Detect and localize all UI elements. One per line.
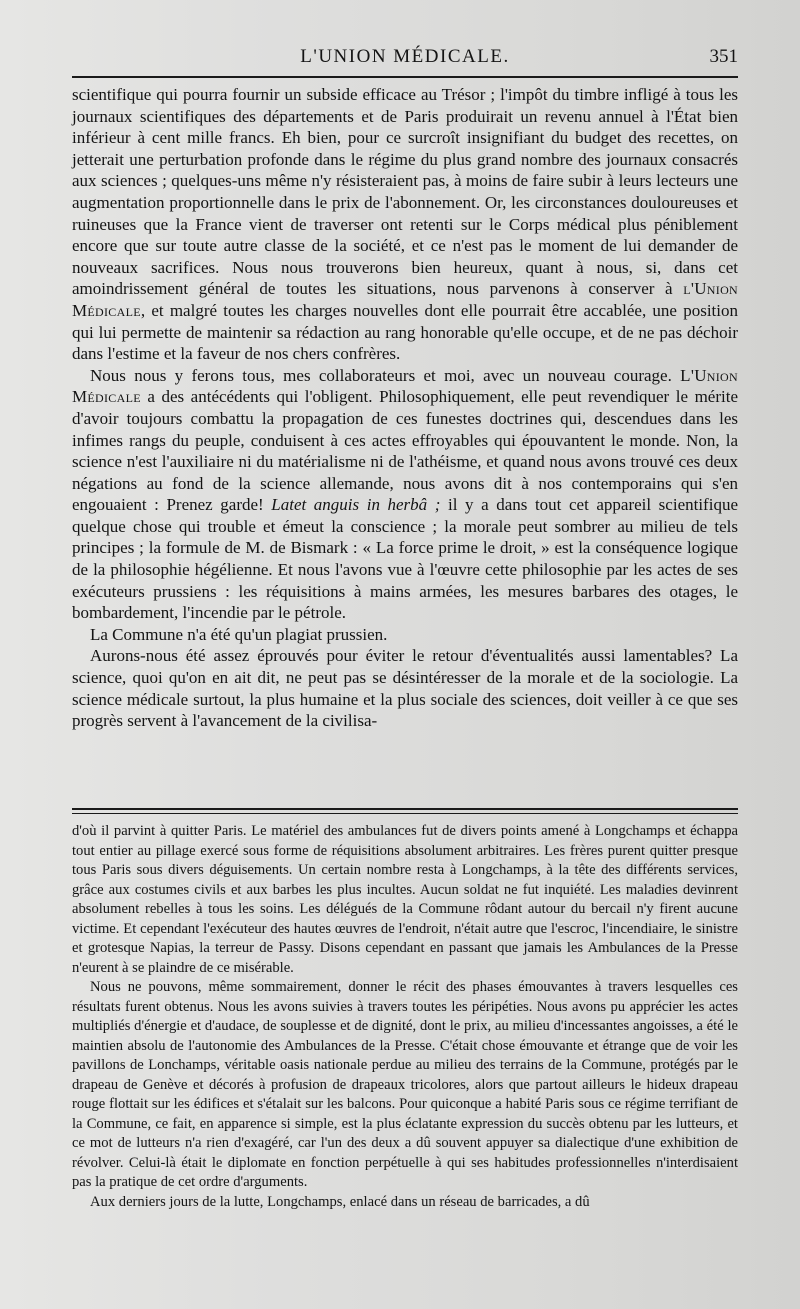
latin-quote: Latet anguis in herbâ ; — [271, 495, 441, 515]
main-text — [72, 84, 738, 732]
running-title: L'UNION MÉDICALE. — [300, 46, 510, 67]
text-run: Nous nous y ferons tous, mes collaborateurs et moi, avec un nouveau courage. — [90, 365, 681, 385]
header-rule — [72, 76, 738, 78]
paragraph: La Commune n'a été qu'un plagiat prussien. — [90, 624, 388, 644]
footnote-text — [72, 822, 738, 1212]
paragraph — [72, 365, 738, 624]
journal-name: l'Union Médicale — [72, 279, 738, 320]
paragraph — [72, 84, 738, 365]
text-run: , et malgré toutes les charges nouvelles dont elle pourrait être accablée, une position qui lui permette de maintenir sa rédaction au rang honorable qu'elle occupe, et de ne pas déchoir dans l'estime et la faveur de nos chers confrères. — [72, 300, 738, 364]
footnote-paragraph: Nous ne pouvons, même sommairement, donner le récit des phases émouvantes à travers lesquelles ces résultats furent obtenus. Nous les avons suivies à travers toutes les péripéties. Nous avons pu apprécier les actes multipliés d'énergie et d'audace, de souplesse et de dignité, dont le prix, au milieu d'incessantes angoisses, a été le maintien absolu de l'autonomie des Ambulances de la Presse. C'était chose émouvante et étrange que de voir les pavillons de Lonchamps, véritable oasis nationale perdue au milieu des terrains de la Commune, protégés par le drapeau de Genève et décorés à profusion de drapeaux tricolores, alors que partout ailleurs le hideux drapeau rouge flottait sur les édifices et s'étalait sur les balcons. Pour quiconque a habité Paris sous ce régime terrifiant de la Commune, ce fait, en apparence si simple, est la plus éclatante expression du succès obtenu par les lutteurs, et ce mot de lutteurs n'a rien d'exagéré, car l'un des deux a dû souvent appuyer sa dialectique d'une exhibition de révolver. Celui-là était le diplomate en fonction perpétuelle à qui ses habitudes professionnelles n'interdisaient pas la pratique de cet ordre d'arguments. — [72, 979, 738, 1190]
text-run: il y a dans tout cet appareil scientifique quelque chose qui trouble et émeut la conscience ; la morale peut sombrer au milieu de tels principes ; la formule de M. de Bismark : « La force prime le droit, » est la conséquence logique de la philosophie hégélienne. Et nous l'avons vue à l'œuvre cette philosophie par les actes de ses exécuteurs prussiens : les réquisitions à mains armées, les mesures barbares des otages, le bombardement, l'incendie par le pétrole. — [72, 495, 738, 623]
journal-name: L'Union Médicale — [72, 365, 738, 407]
footnote-separator — [72, 808, 738, 814]
text-run: scientifique qui pourra fournir un subside efficace au Trésor ; l'impôt du timbre infligé à tous les journaux scientifiques des départements et de Paris produirait un revenu annuel à l'État bien inférieur à cent mille francs. Eh bien, pour ce surcroît insignifiant du budget des recettes, on jetterait une perturbation profonde dans le régime du plus grand nombre des journaux consacrés aux sciences ; quelques-uns même n'y résisteraient pas, à moins de faire subir à leurs lecteurs une augmentation proportionnelle dans le prix de l'abonnement. Or, les circonstances douloureuses et ruineuses que la France vient de traverser ont retenti sur le Corps médical plus péniblement encore que sur toute autre classe de la société, et ce n'est pas le moment de lui demander de nouveaux sacrifices. Nous nous trouverons bien heureux, quant à nous, si, dans cet amoindrissement général de toutes les situations, nous parvenons à conserver à — [72, 85, 738, 299]
page-header — [72, 44, 738, 74]
page-number: 351 — [709, 46, 738, 67]
footnote-paragraph: d'où il parvint à quitter Paris. Le matériel des ambulances fut de divers points amené à Longchamps et échappa tout entier au pillage exercé sous forme de réquisitions absolument arbitraires. Les frères purent quitter presque tous Paris sous divers déguisements. Un certain nombre resta à Longchamps, à la tête des différents services, grâce aux costumes civils et aux barbes les plus incultes. Aucun soldat ne fut inquiété. Les maladies devinrent absolument rebelles à tous les soins. Les délégués de la Commune rôdant autour du bercail n'y firent aucune victime. Et cependant l'exécuteur des hautes œuvres de l'endroit, n'était autre que l'escroc, l'incendiaire, le sinistre et grotesque Napias, la terreur de Passy. Disons cependant en passant que jamais les Ambulances de la Presse n'eurent à se plaindre de ce misérable. — [72, 823, 738, 976]
footnote-paragraph: Aux derniers jours de la lutte, Longchamps, enlacé dans un réseau de barricades, a dû — [90, 1193, 590, 1210]
paragraph: Aurons-nous été assez éprouvés pour éviter le retour d'éventualités aussi lamentables? La science, quoi qu'on en ait dit, ne peut pas se désintéresser de la morale et de la sociologie. La science médicale surtout, la plus humaine et la plus sociale des sciences, doit veiller à ce que ses progrès servent à l'avancement de la civilisa- — [72, 646, 738, 731]
text-run: a des antécédents qui l'obligent. Philosophiquement, elle peut revendiquer le mérite d'avoir toujours combattu la propagation de ces funestes doctrines qui, descendues dans les infimes rangs du peuple, conduisent à ces actes effroyables qui épouvantent le monde. Non, la science n'est l'auxiliaire ni du matérialisme ni de l'athéisme, et quand nous avons trouvé ces deux négations au fond de la science allemande, nous avons dit à nos contemporains qui s'en engouaient : Prenez garde! — [72, 387, 738, 515]
